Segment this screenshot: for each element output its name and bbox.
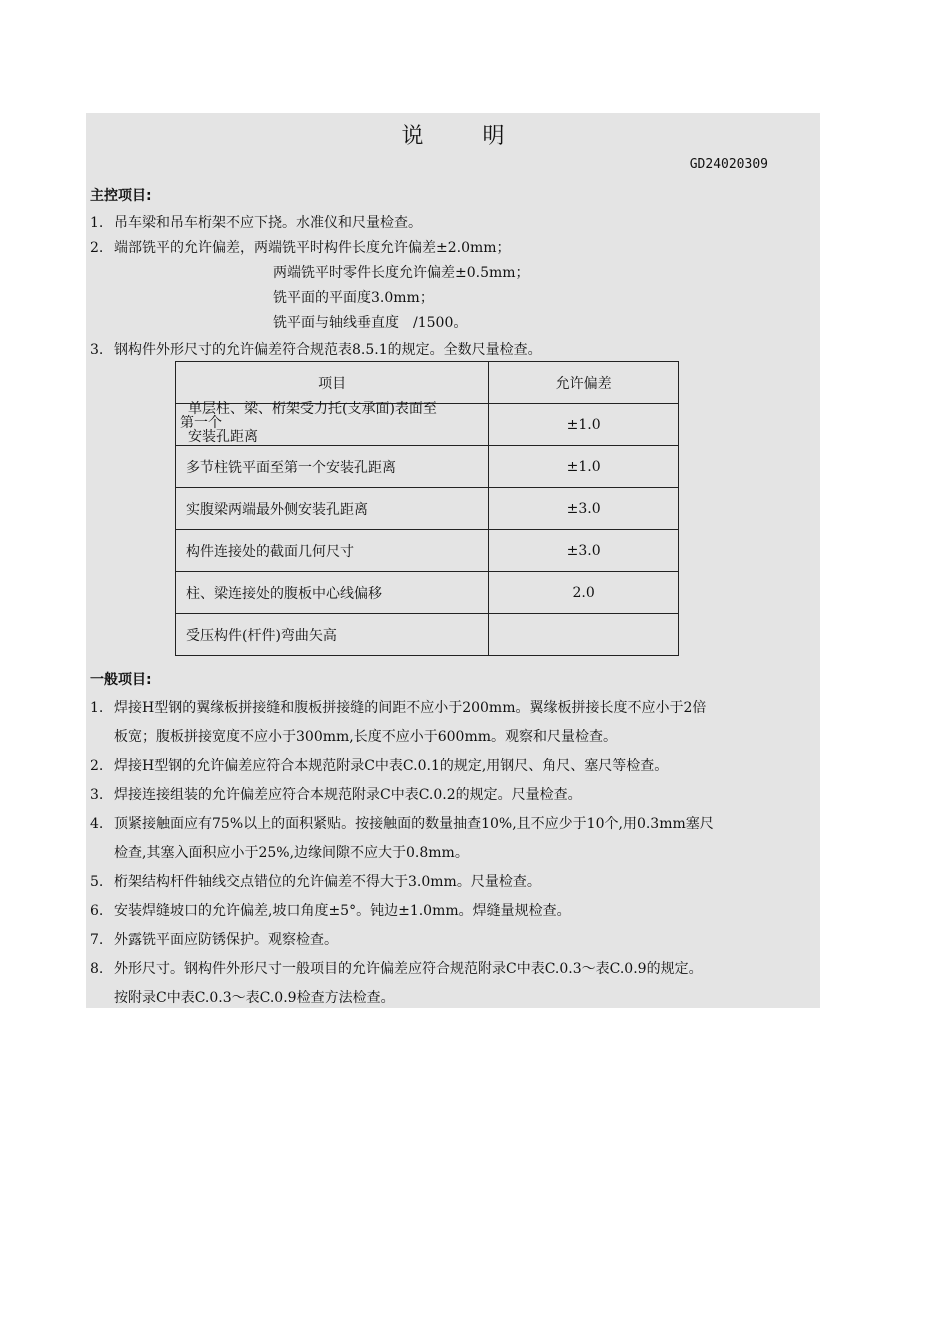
- header-item: 项目: [176, 362, 489, 404]
- table-cell-item: 多节柱铣平面至第一个安装孔距离: [176, 446, 489, 488]
- item-number: 4.: [90, 816, 104, 832]
- general-item-8-cont: 按附录C中表C.0.3～表C.0.9检查方法检查。: [114, 990, 395, 1006]
- item-line-1: 单层柱、梁、桁架受力托(支承面)表面至: [188, 400, 437, 417]
- general-item-4: [90, 813, 714, 833]
- item-number: 8.: [90, 961, 104, 977]
- item-number: 2.: [90, 240, 104, 256]
- table-header-row: [176, 362, 679, 404]
- general-heading: 一般项目:: [90, 672, 152, 688]
- table-cell-item: 受压构件(杆件)弯曲矢高: [176, 614, 489, 656]
- item-text: 顶紧接触面应有75%以上的面积紧贴。按接触面的数量抽查10%,且不应少于10个,用0.3mm塞尺: [114, 816, 714, 832]
- general-item-5: [90, 871, 541, 891]
- table-cell-value: ±3.0: [489, 488, 679, 530]
- item-number: 1.: [90, 215, 104, 231]
- general-item-7: [90, 929, 338, 949]
- item-text: 焊接H型钢的允许偏差应符合本规范附录C中表C.0.1的规定,用钢尺、角尺、塞尺等检查。: [114, 758, 669, 774]
- main-item-3: [90, 339, 542, 359]
- table-cell-value: ±1.0: [489, 446, 679, 488]
- item-text: 桁架结构杆件轴线交点错位的允许偏差不得大于3.0mm。尺量检查。: [114, 874, 541, 890]
- item-text: 吊车梁和吊车桁架不应下挠。水准仪和尺量检查。: [114, 215, 422, 231]
- item-text: 钢构件外形尺寸的允许偏差符合规范表8.5.1的规定。全数尺量检查。: [114, 342, 542, 358]
- table-row: [176, 488, 679, 530]
- main-item-2-line-2: 两端铣平时零件长度允许偏差±0.5mm；: [273, 265, 530, 281]
- table-row: [176, 446, 679, 488]
- general-item-2: [90, 755, 668, 775]
- item-number: 6.: [90, 903, 104, 919]
- table-cell-value: ±3.0: [489, 530, 679, 572]
- main-item-1: [90, 212, 422, 232]
- table-cell-item: [176, 400, 489, 446]
- item-number: 3.: [90, 342, 104, 358]
- table-row: [176, 572, 679, 614]
- main-item-2-line-4: 铣平面与轴线垂直度 /1500。: [273, 315, 468, 331]
- main-control-heading: 主控项目:: [90, 188, 152, 204]
- table-cell-item: 构件连接处的截面几何尺寸: [176, 530, 489, 572]
- general-item-1-cont: 板宽；腹板拼接宽度不应小于300mm,长度不应小于600mm。观察和尺量检查。: [114, 729, 617, 745]
- table-row: [176, 614, 679, 656]
- general-item-3: [90, 784, 582, 804]
- table-cell-value: ±1.0: [489, 404, 679, 446]
- general-item-6: [90, 900, 571, 920]
- tolerance-table: [175, 361, 679, 656]
- item-text: 安装焊缝坡口的允许偏差,坡口角度±5°。钝边±1.0mm。焊缝量规检查。: [114, 903, 571, 919]
- header-tolerance: 允许偏差: [489, 362, 679, 404]
- general-item-8: [90, 958, 703, 978]
- document-number: GD24020309: [689, 157, 768, 172]
- item-number: 7.: [90, 932, 104, 948]
- table-cell-item: 实腹梁两端最外侧安装孔距离: [176, 488, 489, 530]
- item-text: 端部铣平的允许偏差，两端铣平时构件长度允许偏差±2.0mm；: [114, 240, 511, 256]
- item-text: 外露铣平面应防锈保护。观察检查。: [114, 932, 338, 948]
- general-item-4-cont: 检查,其塞入面积应小于25%,边缘间隙不应大于0.8mm。: [114, 845, 469, 861]
- table-cell-value: 2.0: [489, 572, 679, 614]
- item-number: 3.: [90, 787, 104, 803]
- main-item-2: [90, 237, 511, 257]
- table-cell-value: [489, 614, 679, 656]
- document-panel: [86, 113, 820, 1008]
- item-number: 5.: [90, 874, 104, 890]
- page-title: 说 明: [401, 124, 531, 149]
- table-cell-item: 柱、梁连接处的腹板中心线偏移: [176, 572, 489, 614]
- general-item-1: [90, 697, 706, 717]
- table-row: [176, 404, 679, 446]
- item-text: 焊接H型钢的翼缘板拼接缝和腹板拼接缝的间距不应小于200mm。翼缘板拼接长度不应小于2倍: [114, 700, 707, 716]
- item-number: 2.: [90, 758, 104, 774]
- item-text: 外形尺寸。钢构件外形尺寸一般项目的允许偏差应符合规范附录C中表C.0.3～表C.0.9的规定。: [114, 961, 703, 977]
- table-row: [176, 530, 679, 572]
- item-number: 1.: [90, 700, 104, 716]
- item-line-3: 安装孔距离: [188, 428, 258, 445]
- item-text: 焊接连接组装的允许偏差应符合本规范附录C中表C.0.2的规定。尺量检查。: [114, 787, 582, 803]
- item-line-2: 第一个: [180, 414, 222, 431]
- main-item-2-line-3: 铣平面的平面度3.0mm；: [273, 290, 434, 306]
